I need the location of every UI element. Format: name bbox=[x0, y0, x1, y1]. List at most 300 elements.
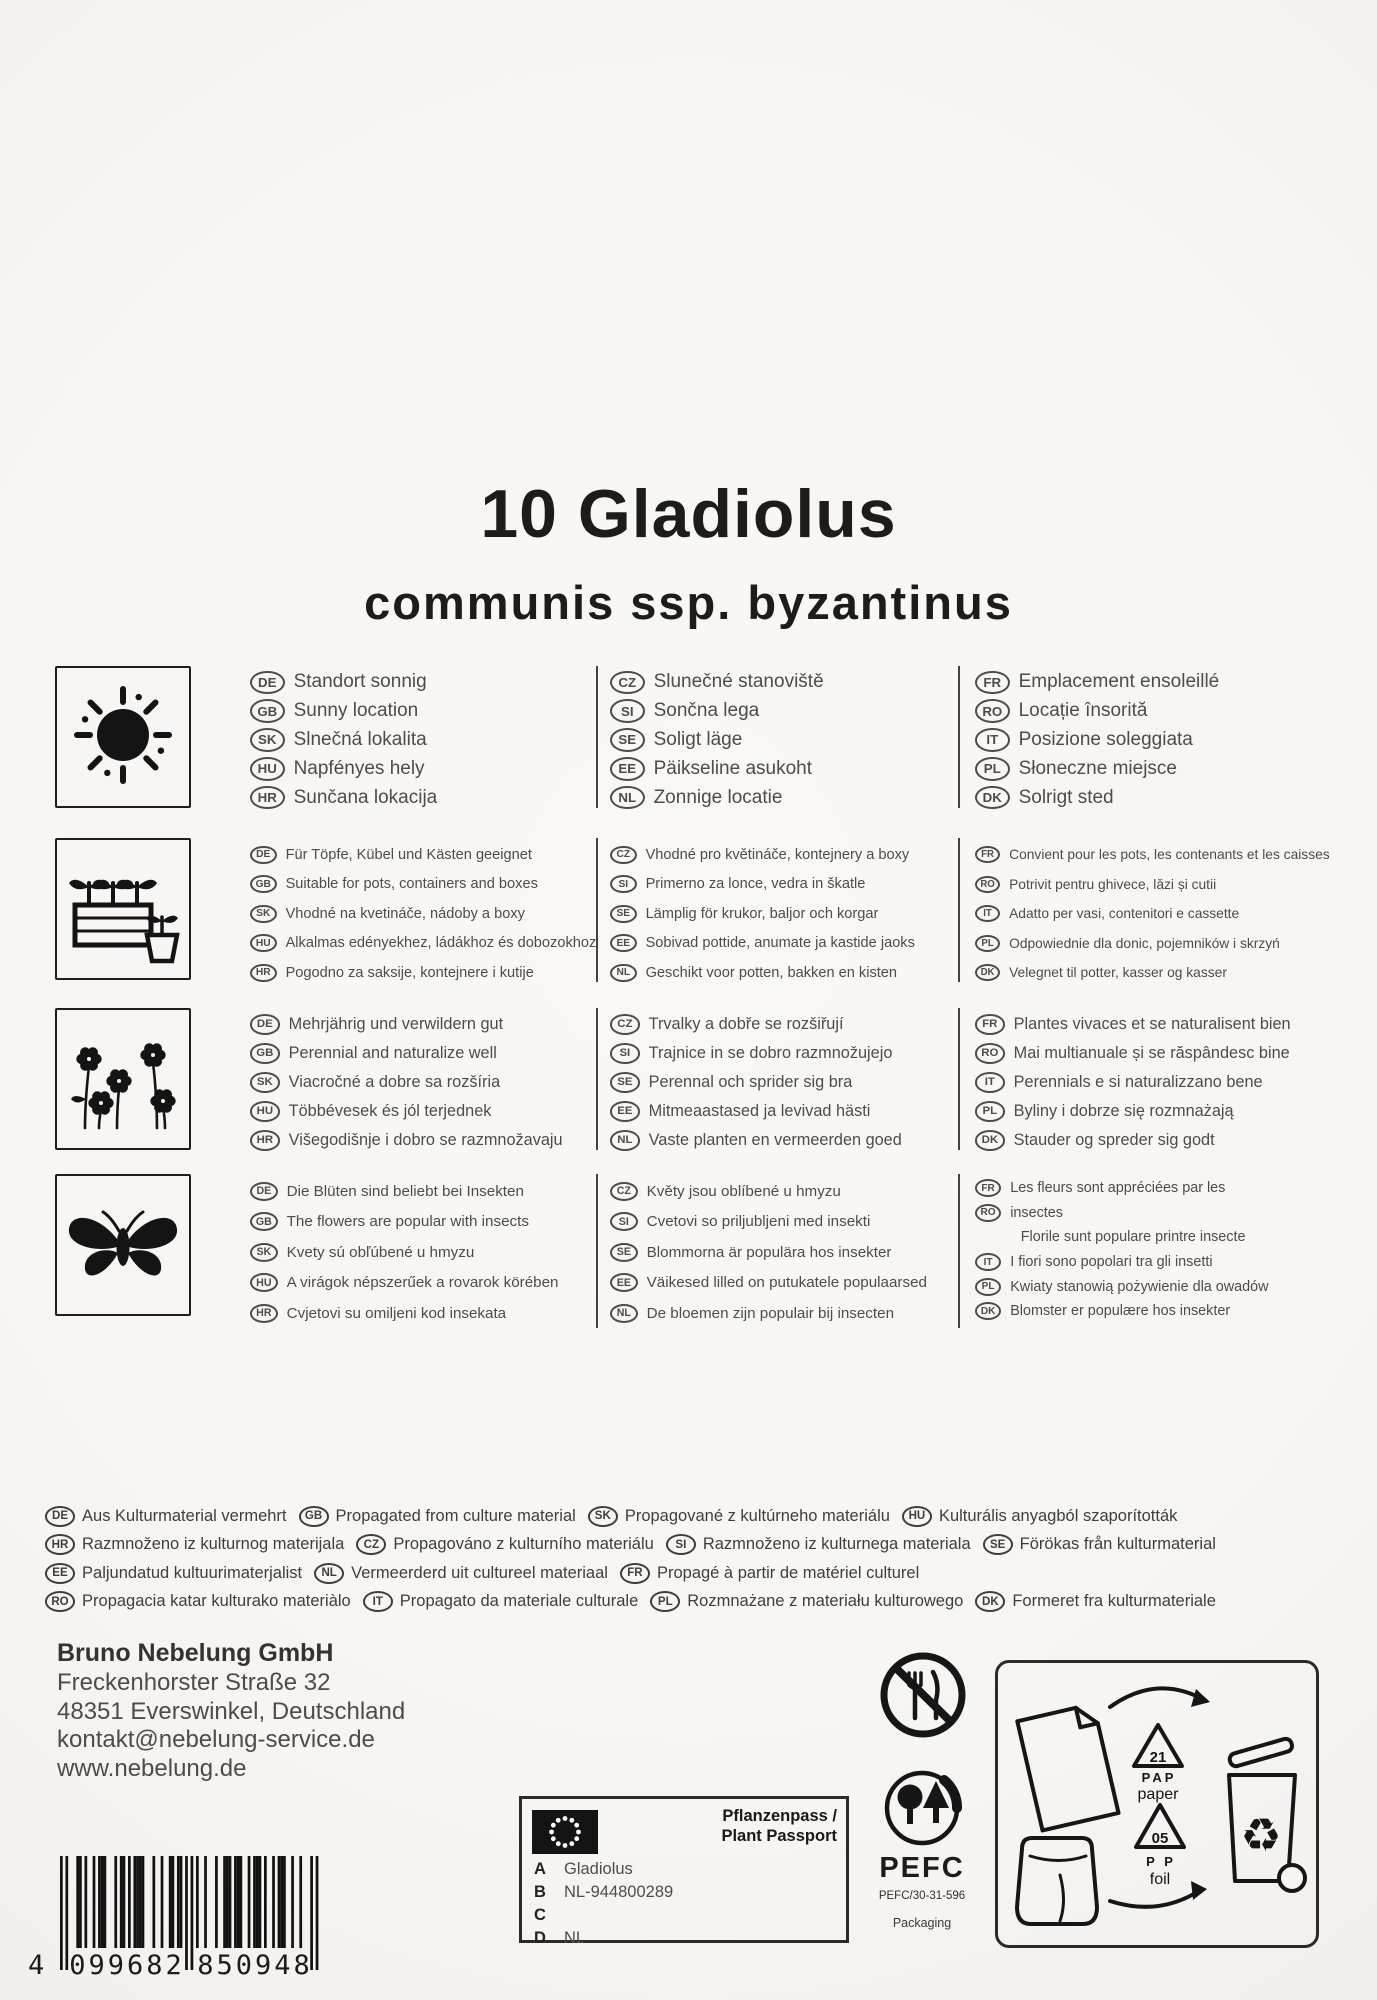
language-item bbox=[975, 1225, 1360, 1250]
language-item bbox=[610, 870, 948, 900]
language-text: Slunečné stanoviště bbox=[653, 671, 824, 693]
language-text: A virágok népszerűek a rovarok körében bbox=[286, 1274, 559, 1292]
plant-passport-title-en: Plant Passport bbox=[721, 1827, 837, 1845]
language-item bbox=[610, 1207, 948, 1238]
language-badge: SI bbox=[610, 875, 637, 893]
propagation-text: Rozmnażane z materiału kulturowego bbox=[687, 1592, 964, 1611]
plant-passport-row bbox=[534, 1904, 838, 1927]
language-text: Perennal och sprider sig bra bbox=[648, 1073, 853, 1091]
propagation-item bbox=[45, 1506, 287, 1527]
language-badge: IT bbox=[975, 905, 1000, 922]
column-divider bbox=[596, 666, 598, 808]
language-badge: PL bbox=[975, 935, 1000, 952]
language-badge: HR bbox=[45, 1534, 75, 1555]
language-badge: NL bbox=[610, 1304, 638, 1323]
language-item bbox=[975, 899, 1360, 929]
language-badge: HU bbox=[250, 1101, 280, 1121]
language-item bbox=[975, 958, 1360, 988]
language-item bbox=[610, 1237, 948, 1268]
language-text: Locație însorită bbox=[1018, 700, 1148, 722]
butterfly-icon bbox=[55, 1179, 191, 1312]
language-badge: HR bbox=[250, 786, 285, 810]
column-divider bbox=[958, 666, 960, 808]
language-item bbox=[250, 1039, 585, 1068]
language-text: Suitable for pots, containers and boxes bbox=[285, 876, 538, 893]
language-badge: GB bbox=[250, 1212, 278, 1231]
language-text: Convient pour les pots, les contenants et les caisses bbox=[1009, 847, 1330, 863]
language-badge: GB bbox=[299, 1506, 329, 1527]
plant-passport-rows bbox=[534, 1858, 838, 1950]
paper-word: paper bbox=[1137, 1786, 1179, 1803]
language-badge: FR bbox=[975, 846, 1000, 863]
language-text: The flowers are popular with insects bbox=[286, 1213, 529, 1231]
language-badge: HU bbox=[902, 1506, 932, 1527]
language-text: Potrivit pentru ghivece, lăzi și cutii bbox=[1009, 876, 1217, 892]
language-badge: HR bbox=[250, 964, 277, 982]
language-text: Alkalmas edényekhez, ládákhoz és dobozokhoz bbox=[285, 935, 597, 952]
language-item bbox=[975, 726, 1360, 755]
arrow-icon bbox=[1110, 1688, 1210, 1707]
language-badge: FR bbox=[975, 1014, 1005, 1034]
language-badge: SE bbox=[610, 1072, 640, 1092]
planter-icon bbox=[59, 845, 187, 974]
plant-passport-box bbox=[519, 1796, 849, 1947]
header bbox=[0, 478, 1377, 630]
language-badge: RO bbox=[45, 1591, 75, 1612]
pefc-name: PEFC bbox=[879, 1852, 965, 1884]
language-item bbox=[250, 870, 585, 900]
language-text: Sončna lega bbox=[653, 700, 760, 722]
ean-barcode bbox=[30, 1856, 342, 1996]
language-badge: DK bbox=[975, 964, 1000, 981]
language-badge: PL bbox=[650, 1591, 680, 1612]
product-subtitle: communis ssp. byzantinus bbox=[364, 576, 1013, 629]
language-item bbox=[610, 1068, 948, 1097]
language-badge: DE bbox=[250, 846, 277, 864]
language-badge: IT bbox=[975, 728, 1010, 752]
language-column bbox=[610, 840, 948, 988]
product-title: 10 Gladiolus bbox=[480, 476, 897, 552]
language-badge: SE bbox=[610, 1243, 638, 1262]
language-badge: PL bbox=[975, 757, 1010, 781]
barcode-digit: 4 bbox=[28, 1950, 48, 1981]
propagation-text: Kulturális anyagból szaporították bbox=[938, 1506, 1178, 1525]
flowers-icon bbox=[59, 1015, 187, 1144]
foil-pouch-icon bbox=[1017, 1838, 1097, 1924]
language-badge: NL bbox=[610, 1130, 640, 1150]
language-item bbox=[250, 899, 585, 929]
language-column bbox=[250, 840, 597, 988]
eu-flag-icon bbox=[532, 1810, 598, 1854]
language-column bbox=[250, 668, 585, 812]
language-badge: NL bbox=[314, 1563, 344, 1584]
language-text: Odpowiednie dla donic, pojemników i skrzyń bbox=[1009, 935, 1280, 951]
language-badge: GB bbox=[250, 1043, 280, 1063]
language-item bbox=[250, 697, 585, 726]
icon-box bbox=[55, 1174, 191, 1316]
language-item bbox=[250, 1298, 585, 1329]
propagation-line bbox=[45, 1588, 1350, 1617]
language-column bbox=[250, 1176, 585, 1329]
recycling-bin-icon bbox=[1228, 1737, 1305, 1891]
language-text: Kwiaty stanowią pożywienie dla owadów bbox=[1010, 1278, 1269, 1295]
language-item bbox=[610, 668, 948, 697]
language-badge: SI bbox=[610, 1212, 638, 1231]
language-badge: RO bbox=[975, 876, 1000, 893]
company-address-line: kontakt@nebelung-service.de bbox=[57, 1726, 375, 1753]
language-badge: SK bbox=[250, 905, 277, 923]
language-badge: EE bbox=[610, 757, 645, 781]
language-text: Primerno za lonce, vedra in škatle bbox=[645, 876, 866, 893]
plant-passport-row bbox=[534, 1927, 838, 1950]
propagation-text: Propagované z kultúrneho materiálu bbox=[624, 1506, 890, 1525]
language-item bbox=[250, 1237, 585, 1268]
language-item bbox=[975, 697, 1360, 726]
barcode-digit-group: 850948 bbox=[197, 1950, 313, 1981]
language-text: Mai multianuale și se răspândesc bine bbox=[1013, 1044, 1290, 1062]
propagation-item bbox=[983, 1534, 1216, 1555]
language-item bbox=[250, 726, 585, 755]
language-item bbox=[975, 1274, 1360, 1299]
language-item bbox=[975, 1126, 1360, 1155]
language-badge: IT bbox=[363, 1591, 393, 1612]
company-info bbox=[57, 1639, 405, 1783]
column-divider bbox=[958, 1008, 960, 1150]
propagation-item bbox=[363, 1591, 639, 1612]
language-text: Sunny location bbox=[293, 700, 419, 722]
company-address-line: Freckenhorster Straße 32 bbox=[57, 1669, 331, 1696]
language-item bbox=[250, 1068, 585, 1097]
language-badge: IT bbox=[975, 1072, 1005, 1092]
info-row bbox=[0, 662, 1377, 812]
language-badge: CZ bbox=[610, 1182, 638, 1201]
language-text: Les fleurs sont appréciées par les bbox=[1010, 1180, 1226, 1197]
propagation-text: Vermeerderd uit cultureel materiaal bbox=[351, 1563, 608, 1582]
company-name: Bruno Nebelung GmbH bbox=[57, 1639, 334, 1667]
language-item bbox=[610, 929, 948, 959]
language-badge: SK bbox=[250, 728, 285, 752]
language-badge: CZ bbox=[356, 1534, 386, 1555]
language-item bbox=[610, 1097, 948, 1126]
language-item bbox=[610, 783, 948, 812]
propagation-text: Propagováno z kulturního materiálu bbox=[393, 1535, 654, 1554]
language-text: Perennials e si naturalizzano bene bbox=[1013, 1073, 1263, 1091]
language-text: Słoneczne miejsce bbox=[1018, 757, 1177, 779]
propagation-text: Paljundatud kultuurimaterjalist bbox=[82, 1563, 303, 1582]
language-item bbox=[975, 1097, 1360, 1126]
language-column bbox=[250, 1010, 585, 1155]
language-badge: SE bbox=[983, 1534, 1013, 1555]
plant-passport-key: D bbox=[534, 1929, 546, 1947]
language-item bbox=[250, 958, 585, 988]
pefc-trees-icon bbox=[874, 1758, 970, 1852]
language-text: Slnečná lokalita bbox=[293, 728, 427, 750]
propagation-text: Propagato da materiale culturale bbox=[399, 1592, 639, 1611]
recycling-code-paper bbox=[1134, 1725, 1182, 1803]
language-text: Többévesek és jól terjednek bbox=[288, 1102, 492, 1120]
language-item bbox=[250, 754, 585, 783]
language-item bbox=[250, 840, 585, 870]
language-badge: CZ bbox=[610, 671, 645, 695]
company-address-line: 48351 Everswinkel, Deutschland bbox=[57, 1697, 406, 1725]
language-item bbox=[610, 1010, 948, 1039]
plant-passport-row bbox=[534, 1858, 838, 1881]
language-text: Mitmeaastased ja levivad hästi bbox=[648, 1102, 871, 1120]
language-text: Sobivad pottide, anumate ja kastide jaoks bbox=[645, 935, 915, 952]
language-text: Perennial and naturalize well bbox=[288, 1044, 497, 1062]
language-column bbox=[610, 1010, 948, 1155]
language-badge: RO bbox=[975, 699, 1010, 723]
language-item bbox=[975, 1039, 1360, 1068]
propagation-text: Razmnoženo iz kulturnog materijala bbox=[82, 1535, 345, 1554]
language-column bbox=[610, 1176, 948, 1329]
language-item bbox=[610, 1176, 948, 1207]
foil-code: 05 bbox=[1151, 1830, 1169, 1847]
language-badge: SE bbox=[610, 905, 637, 923]
language-badge: SI bbox=[610, 699, 645, 723]
propagation-text: Förökas från kulturmaterial bbox=[1019, 1535, 1216, 1554]
language-badge: SI bbox=[610, 1043, 640, 1063]
pefc-packaging-label: Packaging bbox=[892, 1916, 952, 1930]
language-badge: SE bbox=[610, 728, 645, 752]
language-badge: EE bbox=[610, 934, 637, 952]
propagation-text: Formeret fra kulturmateriale bbox=[1012, 1592, 1216, 1611]
language-text: Cvjetovi su omiljeni kod insekata bbox=[286, 1304, 507, 1322]
propagation-item bbox=[299, 1506, 576, 1527]
language-item bbox=[975, 1201, 1360, 1226]
propagation-item bbox=[314, 1563, 608, 1584]
language-badge: NL bbox=[610, 786, 645, 810]
column-divider bbox=[596, 838, 598, 982]
language-item bbox=[250, 929, 597, 959]
language-text: I fiori sono popolari tra gli insetti bbox=[1010, 1254, 1213, 1271]
language-item bbox=[250, 1010, 585, 1039]
language-item bbox=[975, 754, 1360, 783]
language-text: Stauder og spreder sig godt bbox=[1013, 1131, 1215, 1149]
propagation-text: Aus Kulturmaterial vermehrt bbox=[82, 1506, 287, 1525]
info-row bbox=[0, 834, 1377, 986]
language-text: Vaste planten en vermeerden goed bbox=[648, 1131, 902, 1149]
recycling-code-foil bbox=[1136, 1805, 1184, 1888]
language-badge: FR bbox=[975, 1179, 1001, 1197]
plant-passport-title-de: Pflanzenpass / bbox=[722, 1807, 837, 1825]
language-item bbox=[250, 1207, 585, 1238]
plant-passport-value: Gladiolus bbox=[564, 1860, 633, 1878]
language-badge: GB bbox=[250, 699, 285, 723]
language-item bbox=[975, 1068, 1360, 1097]
plant-passport-row bbox=[534, 1881, 838, 1904]
language-badge: CZ bbox=[610, 1014, 640, 1034]
language-badge: NL bbox=[610, 964, 637, 982]
language-badge: IT bbox=[975, 1253, 1001, 1271]
language-item bbox=[250, 668, 585, 697]
language-text: Posizione soleggiata bbox=[1018, 728, 1193, 750]
language-text: Geschikt voor potten, bakken en kisten bbox=[645, 964, 898, 981]
language-text: Standort sonnig bbox=[293, 671, 427, 693]
propagation-text: Propagé à partir de matériel culturel bbox=[656, 1563, 920, 1582]
language-text: Viacročné a dobre sa rozšíria bbox=[288, 1073, 501, 1091]
paper-sheet-icon bbox=[1017, 1704, 1118, 1831]
propagation-item bbox=[902, 1506, 1177, 1527]
propagation-item bbox=[975, 1591, 1216, 1612]
language-item bbox=[975, 840, 1360, 870]
language-text: Velegnet til potter, kasser og kasser bbox=[1009, 965, 1227, 981]
info-row bbox=[0, 1170, 1377, 1332]
language-item bbox=[610, 840, 948, 870]
column-divider bbox=[958, 838, 960, 982]
info-row bbox=[0, 1004, 1377, 1154]
language-item bbox=[610, 1039, 948, 1068]
language-text: Cvetovi so priljubljeni med insekti bbox=[646, 1213, 871, 1231]
propagation-item bbox=[45, 1563, 302, 1584]
propagation-item bbox=[650, 1591, 963, 1612]
language-column bbox=[975, 1176, 1360, 1324]
language-text: Květy jsou oblíbené u hmyzu bbox=[646, 1182, 841, 1200]
language-item bbox=[975, 1176, 1360, 1201]
propagation-item bbox=[666, 1534, 971, 1555]
barcode-digit-group: 099682 bbox=[69, 1950, 185, 1981]
foil-material: P P bbox=[1146, 1854, 1176, 1869]
language-text: Byliny i dobrze się rozmnażają bbox=[1013, 1102, 1234, 1120]
icon-box bbox=[55, 1008, 191, 1150]
language-text: Napfényes hely bbox=[293, 757, 425, 779]
language-badge: HR bbox=[250, 1130, 280, 1150]
propagation-text: Propagacia katar kulturako materiàlo bbox=[82, 1592, 351, 1611]
column-divider bbox=[596, 1008, 598, 1150]
language-item bbox=[610, 899, 948, 929]
plant-passport-key: B bbox=[534, 1883, 546, 1901]
language-column bbox=[975, 840, 1360, 988]
company-address bbox=[57, 1669, 405, 1783]
icon-box bbox=[55, 838, 191, 980]
language-text: Für Töpfe, Kübel und Kästen geeignet bbox=[285, 846, 532, 863]
language-badge: DK bbox=[975, 786, 1010, 810]
pefc-logo bbox=[860, 1758, 984, 1930]
column-divider bbox=[596, 1174, 598, 1328]
language-text: Blommorna är populära hos insekter bbox=[646, 1243, 892, 1261]
propagation-line bbox=[45, 1502, 1350, 1531]
language-column bbox=[610, 668, 948, 812]
language-text: Soligt läge bbox=[653, 728, 743, 750]
language-text: Trvalky a dobře se rozšiřují bbox=[648, 1015, 844, 1033]
propagation-text: Razmnoženo iz kulturnega materiala bbox=[702, 1535, 971, 1554]
language-badge: SI bbox=[666, 1534, 696, 1555]
language-text: Die Blüten sind beliebt bei Insekten bbox=[286, 1182, 524, 1200]
language-badge: EE bbox=[45, 1563, 75, 1584]
language-badge: HU bbox=[250, 757, 285, 781]
recycling-instructions-box bbox=[995, 1660, 1319, 1948]
recycle-symbol-icon: ♻ bbox=[1240, 1809, 1282, 1861]
language-text: De bloemen zijn populair bij insecten bbox=[646, 1304, 895, 1322]
no-food-icon bbox=[876, 1648, 970, 1742]
language-text: Plantes vivaces et se naturalisent bien bbox=[1013, 1015, 1291, 1033]
language-item bbox=[250, 1268, 585, 1299]
propagation-item bbox=[45, 1534, 344, 1555]
language-badge: SK bbox=[250, 1243, 278, 1262]
language-badge: HU bbox=[250, 1273, 278, 1292]
language-text: insectes bbox=[1010, 1204, 1063, 1221]
paper-material: PAP bbox=[1141, 1770, 1177, 1785]
language-text: Sunčana lokacija bbox=[293, 786, 438, 808]
language-item bbox=[975, 870, 1360, 900]
language-badge: HU bbox=[250, 934, 277, 952]
language-badge: SK bbox=[588, 1506, 618, 1527]
language-badge: HR bbox=[250, 1304, 278, 1323]
language-column bbox=[975, 668, 1360, 812]
language-item bbox=[610, 1268, 948, 1299]
language-text: Kvety sú obľúbené u hmyzu bbox=[286, 1243, 475, 1261]
language-item bbox=[610, 1126, 948, 1155]
language-text: Zonnige locatie bbox=[653, 786, 783, 808]
language-badge: PL bbox=[975, 1101, 1005, 1121]
language-badge: DE bbox=[45, 1506, 75, 1527]
language-text: Lämplig för krukor, baljor och korgar bbox=[645, 905, 879, 922]
propagation-line bbox=[45, 1559, 1350, 1588]
language-badge: DK bbox=[975, 1130, 1005, 1150]
propagation-item bbox=[620, 1563, 919, 1584]
language-badge: CZ bbox=[610, 846, 637, 864]
language-badge: GB bbox=[250, 875, 277, 893]
language-item bbox=[250, 1097, 585, 1126]
foil-word: foil bbox=[1149, 1871, 1171, 1888]
propagation-text: Propagated from culture material bbox=[335, 1506, 576, 1525]
language-text: Mehrjährig und verwildern gut bbox=[288, 1015, 504, 1033]
language-badge: RO bbox=[975, 1043, 1005, 1063]
plant-passport-key: A bbox=[534, 1860, 546, 1878]
propagation-item bbox=[588, 1506, 890, 1527]
plant-passport-title bbox=[721, 1806, 837, 1846]
language-badge: DK bbox=[975, 1591, 1005, 1612]
plant-passport-value: NL bbox=[564, 1929, 586, 1947]
language-item bbox=[610, 1298, 948, 1329]
propagation-line bbox=[45, 1531, 1350, 1560]
language-badge: DE bbox=[250, 1182, 278, 1201]
language-item bbox=[610, 726, 948, 755]
language-item bbox=[610, 697, 948, 726]
language-text: Solrigt sted bbox=[1018, 786, 1114, 808]
language-column bbox=[975, 1010, 1360, 1155]
icon-box bbox=[55, 666, 191, 808]
language-text: Trajnice in se dobro razmnožujejo bbox=[648, 1044, 893, 1062]
language-badge: DK bbox=[975, 1302, 1001, 1320]
language-item bbox=[975, 783, 1360, 812]
language-badge: FR bbox=[620, 1563, 650, 1584]
column-divider bbox=[958, 1174, 960, 1328]
plant-passport-key: C bbox=[534, 1906, 546, 1924]
language-badge: PL bbox=[975, 1278, 1001, 1296]
propagation-item bbox=[45, 1591, 351, 1612]
language-text: Višegodišnje i dobro se razmnožavaju bbox=[288, 1131, 563, 1149]
language-badge: EE bbox=[610, 1273, 638, 1292]
language-item bbox=[975, 1010, 1360, 1039]
language-text: Päikseline asukoht bbox=[653, 757, 813, 779]
language-item bbox=[250, 783, 585, 812]
language-text: Adatto per vasi, contenitori e cassette bbox=[1009, 906, 1240, 922]
plant-passport-value: NL-944800289 bbox=[564, 1883, 674, 1901]
language-text: Pogodno za saksije, kontejnere i kutije bbox=[285, 964, 534, 981]
language-item bbox=[250, 1126, 585, 1155]
language-text: Emplacement ensoleillé bbox=[1018, 671, 1220, 693]
language-text: Vhodné na kvetináče, nádoby a boxy bbox=[285, 905, 525, 922]
propagation-item bbox=[356, 1534, 654, 1555]
language-badge: SK bbox=[250, 1072, 280, 1092]
language-item bbox=[975, 668, 1360, 697]
company-address-line: www.nebelung.de bbox=[57, 1754, 247, 1782]
language-item bbox=[975, 929, 1360, 959]
language-badge: DE bbox=[250, 671, 285, 695]
sun-icon bbox=[63, 673, 183, 802]
language-text: Väikesed lilled on putukatele populaarsed bbox=[646, 1274, 927, 1292]
